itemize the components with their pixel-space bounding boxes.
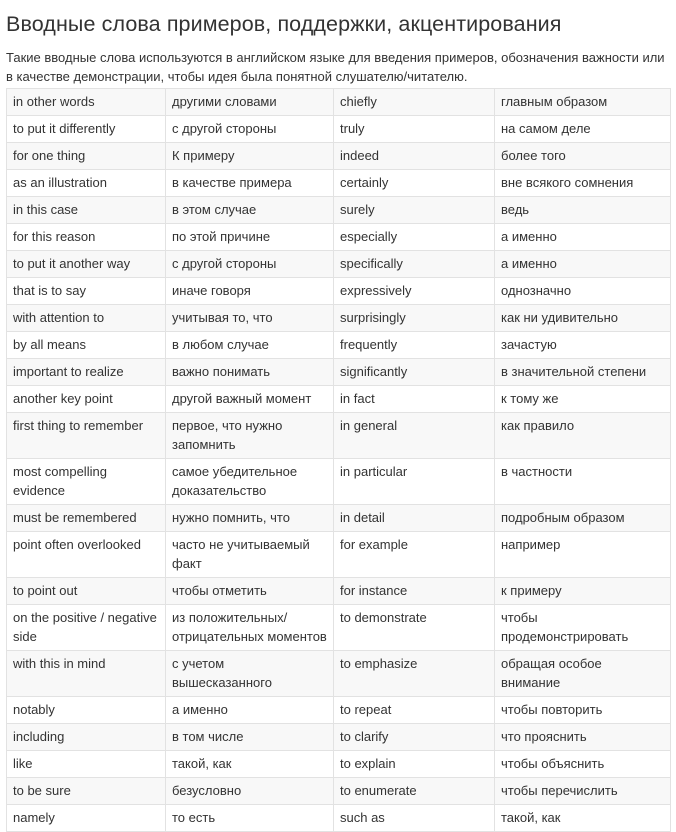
english-phrase-cell: with attention to — [7, 305, 166, 332]
russian-translation-cell: первое, что нужно запомнить — [166, 413, 334, 459]
english-phrase-cell: another key point — [7, 386, 166, 413]
english-phrase-cell: for this reason — [7, 224, 166, 251]
english-phrase-cell: most compelling evidence — [7, 459, 166, 505]
russian-translation-cell: зачастую — [495, 332, 671, 359]
table-row — [7, 197, 671, 224]
english-phrase-cell: in fact — [334, 386, 495, 413]
russian-translation-cell: однозначно — [495, 278, 671, 305]
russian-translation-cell: из положительных/ отрицательных моментов — [166, 605, 334, 651]
russian-translation-cell: чтобы перечислить — [495, 778, 671, 805]
english-phrase-cell: in other words — [7, 89, 166, 116]
table-row — [7, 751, 671, 778]
russian-translation-cell: самое убедительное доказательство — [166, 459, 334, 505]
english-phrase-cell: expressively — [334, 278, 495, 305]
english-phrase-cell: to enumerate — [334, 778, 495, 805]
russian-translation-cell: в любом случае — [166, 332, 334, 359]
english-phrase-cell: chiefly — [334, 89, 495, 116]
russian-translation-cell: на самом деле — [495, 116, 671, 143]
english-phrase-cell: like — [7, 751, 166, 778]
russian-translation-cell: более того — [495, 143, 671, 170]
english-phrase-cell: specifically — [334, 251, 495, 278]
russian-translation-cell: к тому же — [495, 386, 671, 413]
table-row — [7, 697, 671, 724]
russian-translation-cell: учитывая то, что — [166, 305, 334, 332]
english-phrase-cell: on the positive / negative side — [7, 605, 166, 651]
table-row — [7, 532, 671, 578]
russian-translation-cell: в этом случае — [166, 197, 334, 224]
english-phrase-cell: to repeat — [334, 697, 495, 724]
russian-translation-cell: чтобы отметить — [166, 578, 334, 605]
english-phrase-cell: important to realize — [7, 359, 166, 386]
english-phrase-cell: in general — [334, 413, 495, 459]
table-row — [7, 578, 671, 605]
russian-translation-cell: как ни удивительно — [495, 305, 671, 332]
russian-translation-cell: часто не учитываемый факт — [166, 532, 334, 578]
english-phrase-cell: indeed — [334, 143, 495, 170]
russian-translation-cell: в качестве примера — [166, 170, 334, 197]
table-row — [7, 116, 671, 143]
english-phrase-cell: to demonstrate — [334, 605, 495, 651]
table-row — [7, 413, 671, 459]
russian-translation-cell: то есть — [166, 805, 334, 832]
russian-translation-cell: к примеру — [495, 578, 671, 605]
english-phrase-cell: by all means — [7, 332, 166, 359]
english-phrase-cell: to be sure — [7, 778, 166, 805]
english-phrase-cell: in detail — [334, 505, 495, 532]
english-phrase-cell: significantly — [334, 359, 495, 386]
english-phrase-cell: including — [7, 724, 166, 751]
russian-translation-cell: К примеру — [166, 143, 334, 170]
english-phrase-cell: for example — [334, 532, 495, 578]
vocabulary-table-body — [7, 89, 671, 832]
russian-translation-cell: такой, как — [495, 805, 671, 832]
table-row — [7, 386, 671, 413]
english-phrase-cell: surprisingly — [334, 305, 495, 332]
russian-translation-cell: в том числе — [166, 724, 334, 751]
russian-translation-cell: а именно — [166, 697, 334, 724]
english-phrase-cell: to point out — [7, 578, 166, 605]
russian-translation-cell: другими словами — [166, 89, 334, 116]
english-phrase-cell: to emphasize — [334, 651, 495, 697]
vocabulary-table — [6, 88, 671, 832]
russian-translation-cell: безусловно — [166, 778, 334, 805]
russian-translation-cell: с учетом вышесказанного — [166, 651, 334, 697]
table-row — [7, 143, 671, 170]
english-phrase-cell: first thing to remember — [7, 413, 166, 459]
english-phrase-cell: for instance — [334, 578, 495, 605]
english-phrase-cell: such as — [334, 805, 495, 832]
russian-translation-cell: чтобы повторить — [495, 697, 671, 724]
english-phrase-cell: as an illustration — [7, 170, 166, 197]
table-row — [7, 778, 671, 805]
table-row — [7, 89, 671, 116]
english-phrase-cell: that is to say — [7, 278, 166, 305]
table-row — [7, 505, 671, 532]
table-row — [7, 605, 671, 651]
russian-translation-cell: другой важный момент — [166, 386, 334, 413]
english-phrase-cell: to put it another way — [7, 251, 166, 278]
russian-translation-cell: а именно — [495, 224, 671, 251]
table-row — [7, 724, 671, 751]
russian-translation-cell: такой, как — [166, 751, 334, 778]
table-row — [7, 359, 671, 386]
table-row — [7, 459, 671, 505]
english-phrase-cell: certainly — [334, 170, 495, 197]
english-phrase-cell: to put it differently — [7, 116, 166, 143]
russian-translation-cell: вне всякого сомнения — [495, 170, 671, 197]
english-phrase-cell: in this case — [7, 197, 166, 224]
english-phrase-cell: especially — [334, 224, 495, 251]
table-row — [7, 305, 671, 332]
english-phrase-cell: in particular — [334, 459, 495, 505]
russian-translation-cell: чтобы продемонстрировать — [495, 605, 671, 651]
russian-translation-cell: а именно — [495, 251, 671, 278]
english-phrase-cell: namely — [7, 805, 166, 832]
russian-translation-cell: в частности — [495, 459, 671, 505]
russian-translation-cell: важно понимать — [166, 359, 334, 386]
russian-translation-cell: в значительной степени — [495, 359, 671, 386]
russian-translation-cell: ведь — [495, 197, 671, 224]
russian-translation-cell: с другой стороны — [166, 116, 334, 143]
english-phrase-cell: truly — [334, 116, 495, 143]
table-row — [7, 805, 671, 832]
table-row — [7, 251, 671, 278]
english-phrase-cell: must be remembered — [7, 505, 166, 532]
russian-translation-cell: иначе говоря — [166, 278, 334, 305]
english-phrase-cell: point often overlooked — [7, 532, 166, 578]
russian-translation-cell: подробным образом — [495, 505, 671, 532]
page-title: Вводные слова примеров, поддержки, акцентирования — [6, 12, 562, 36]
english-phrase-cell: frequently — [334, 332, 495, 359]
russian-translation-cell: обращая особое внимание — [495, 651, 671, 697]
russian-translation-cell: нужно помнить, что — [166, 505, 334, 532]
english-phrase-cell: to clarify — [334, 724, 495, 751]
russian-translation-cell: по этой причине — [166, 224, 334, 251]
russian-translation-cell: как правило — [495, 413, 671, 459]
table-row — [7, 170, 671, 197]
russian-translation-cell: главным образом — [495, 89, 671, 116]
english-phrase-cell: to explain — [334, 751, 495, 778]
english-phrase-cell: surely — [334, 197, 495, 224]
table-row — [7, 224, 671, 251]
english-phrase-cell: notably — [7, 697, 166, 724]
russian-translation-cell: чтобы объяснить — [495, 751, 671, 778]
intro-paragraph: Такие вводные слова используются в английском языке для введения примеров, обозначения важности или в качестве демонстрации, чтобы идея была понятной слушателю/читателю. — [6, 50, 665, 84]
russian-translation-cell: например — [495, 532, 671, 578]
russian-translation-cell: что прояснить — [495, 724, 671, 751]
table-row — [7, 278, 671, 305]
english-phrase-cell: for one thing — [7, 143, 166, 170]
table-row — [7, 651, 671, 697]
table-row — [7, 332, 671, 359]
english-phrase-cell: with this in mind — [7, 651, 166, 697]
russian-translation-cell: с другой стороны — [166, 251, 334, 278]
